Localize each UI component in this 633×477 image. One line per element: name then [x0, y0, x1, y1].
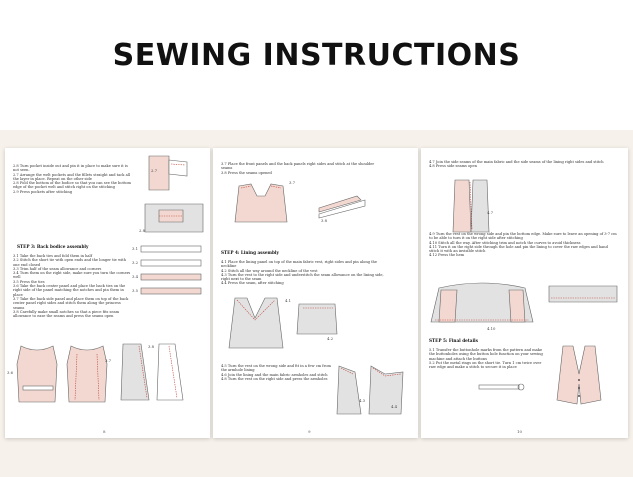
- label-4-1: 4.1: [285, 298, 292, 303]
- back-panel-ties-illustration: [15, 344, 61, 404]
- page-number: 9: [308, 429, 311, 434]
- page-1-section-text: 3.1 Take the back ties and fold them in half 3.2 Stitch the short tie with open ends and the longer tie with one end closed 3.3 Trim half of the seam allowance and corners 3.4 Turn them on the right side, make sure you turn the corners well 3.5 Press the ties 3.6 Take the back center panel and place the back ties on the right side of the panel matching the notches and pin them in place 3.7 Take the back side panel and place them on top of the back center panel right sides and stitch them along the princess seams 3.8 Carefully make small notches so that a piece fits seam allowance to ease the seams and press the seams open: [13, 254, 131, 319]
- back-side-panels-illustration: [65, 344, 111, 404]
- neckline-stitch-illustration: [295, 300, 341, 338]
- metal-ring-tie-illustration: [477, 382, 527, 392]
- page-2-bottom-text: 4.5 Turn the vest on the wrong side and fit in a few cm from the armhole lining 4.6 Join the lining and the main fabric armholes and stitch 4.8 Turn the vest on the right side and press the armholes: [221, 364, 331, 381]
- hem-press-illustration: [547, 282, 619, 312]
- finished-vest-illustration: [555, 344, 603, 406]
- welt-pocket-illustration: [143, 202, 205, 234]
- label-4-4: 4.4: [391, 404, 398, 409]
- page-1-top-text: 2.8 Turn pocket inside out and pin it in place to make sure it is not seen. 2.7 Arrange the welt pockets and the fillets straight and tack all the layer in place. Repeat on the other side 2.8 Fold the bottom of the bodice so that you can see the bottom edge of the pocket welt and stitch right on the stitching 2.9 Press pockets after stitching: [13, 164, 131, 194]
- princess-seam-illustration: [119, 342, 153, 402]
- label-3-7: 3.7: [289, 180, 296, 185]
- hem-pin-illustration: [427, 278, 537, 328]
- page-3-mid-text: 4.9 Turn the vest on the wrong side and pin the bottom edge. Make sure to leave an opening of 3-7 cm to be able to turn it on the right side after stitching 4.10 Stitch all the way. After stitching trim and notch the curves to avoid thickness 4.11 Turn it on the right side through the hole and pin the lining to cover the raw edges and hand stitch it with an invisible stitch 4.12 Press the hem: [429, 232, 617, 258]
- label-3-6: 3.6: [7, 370, 14, 375]
- label-2-8: 2.8: [139, 228, 146, 233]
- back-ties-illustration: [139, 244, 205, 300]
- page-number: 8: [103, 429, 106, 434]
- label-2-7: 2.7: [151, 168, 158, 173]
- side-seam-illustration: [451, 178, 494, 234]
- page-2-section-text: 4.1 Place the lining panel on top of the main fabric vest, right sides and pin along the neckline 4.2 Stitch all the way around the neckline of the vest 4.3 Turn the vest to the right side and understitch the seam allowance on the lining side, right next to the seam 4.4 Press the seam, after stitching: [221, 260, 384, 286]
- press-seam-illustration: [317, 194, 367, 220]
- label-4-3: 4.3: [359, 398, 366, 403]
- page-title: SEWING INSTRUCTIONS: [112, 38, 521, 73]
- label-3-2: 3.2: [132, 260, 139, 265]
- label-3-7: 3.7: [105, 358, 112, 363]
- shoulder-seam-illustration: [231, 182, 291, 224]
- armhole-lining-illustration: [335, 364, 365, 416]
- label-4-10: 4.10: [487, 326, 496, 331]
- instruction-page-1: [5, 148, 210, 438]
- label-3-8: 3.8: [321, 218, 328, 223]
- instruction-page-3: [421, 148, 628, 438]
- label-3-8: 3.8: [148, 344, 155, 349]
- page-3-section-text: 5.1 Transfer the buttonhole marks from the pattern and make the buttonholes using the button hole function on your sewing machine and attach the buttons 5.2 Put the metal rings on the short tie. Turn 1 cm twice over raw edge and make a stitch to secure it in place: [429, 348, 543, 370]
- armhole-stitch-illustration: [367, 364, 407, 416]
- seam-notches-illustration: [155, 342, 189, 402]
- lining-pin-illustration: [225, 296, 287, 352]
- label-4-7: 4.7: [487, 210, 494, 215]
- page-1-section-heading: STEP 3: Back bodice assembly: [17, 244, 89, 249]
- pocket-fold-illustration: [143, 156, 195, 192]
- page-2-top-text: 3.7 Place the front panels and the back panels right sides and stitch at the shoulder seams 3.8 Press the seams opened: [221, 162, 375, 175]
- page-3-top-text: 4.7 Join the side seams of the main fabric and the side seams of the lining right sides and stitch 4.8 Press side seams open: [429, 160, 604, 169]
- label-3-5: 3.5: [132, 288, 139, 293]
- label-3-4: 3.4: [132, 274, 139, 279]
- label-4-2: 4.2: [327, 336, 334, 341]
- instruction-page-2: [213, 148, 418, 438]
- page-2-section-heading: STEP 4: Lining assembly: [221, 250, 279, 255]
- label-3-1: 3.1: [132, 246, 139, 251]
- page-3-section-heading: STEP 5: Final details: [429, 338, 479, 343]
- page-number: 10: [517, 429, 523, 434]
- hero-banner: [0, 0, 633, 130]
